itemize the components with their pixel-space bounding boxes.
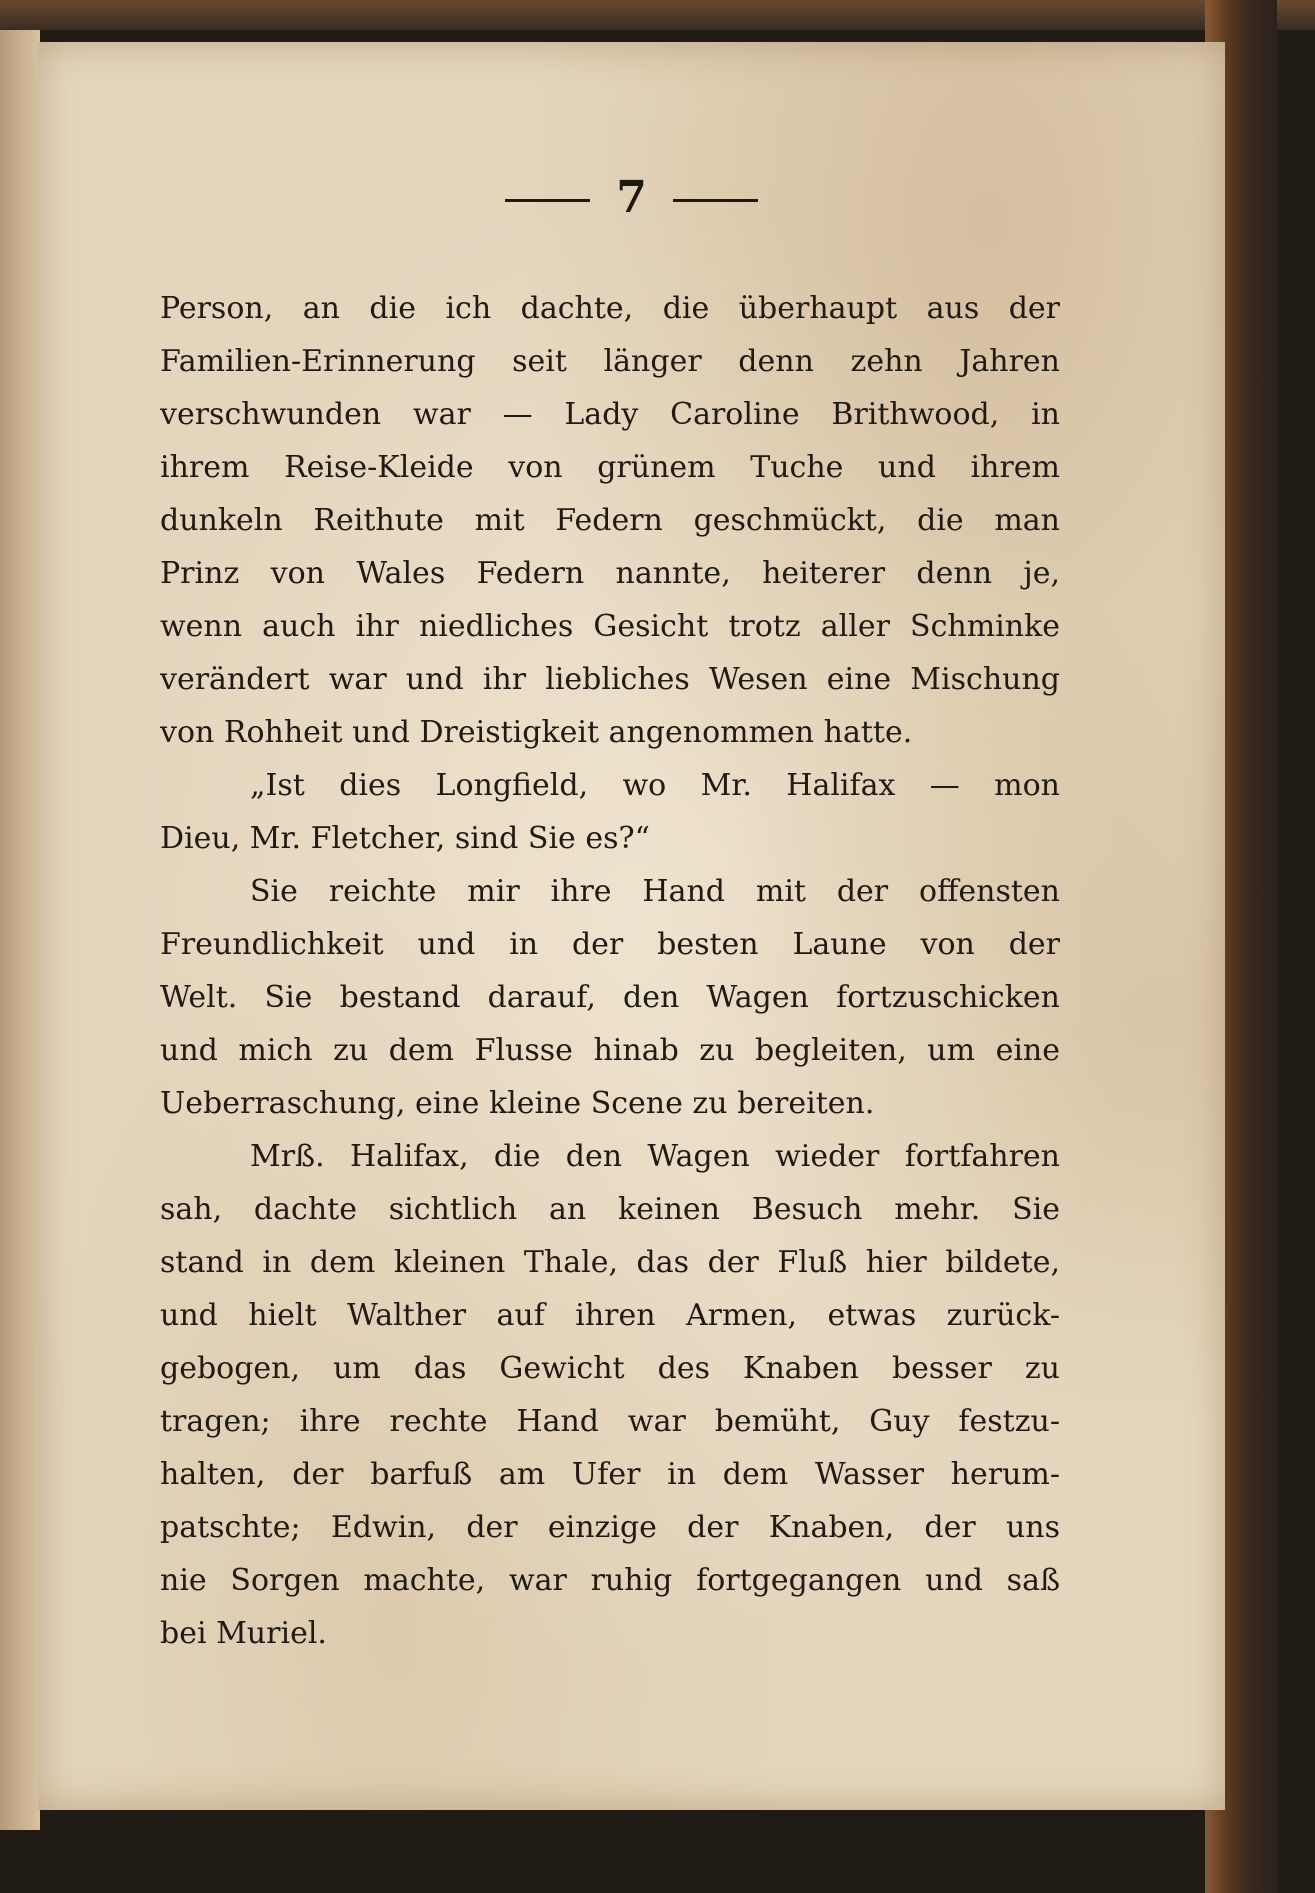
text-line: wenn auch ihr niedliches Gesicht trotz aller Schminke [160,609,1060,644]
text-line: Dieu, Mr. Fletcher, sind Sie es?“ [160,821,650,856]
text-line: stand in dem kleinen Thale, das der Fluß hier bildete, [160,1245,1060,1280]
text-line: tragen; ihre rechte Hand war bemüht, Guy festzu- [160,1404,1060,1439]
text-line: Ueberraschung, eine kleine Scene zu bereiten. [160,1086,875,1121]
header-rule-left [505,199,590,202]
text-line: und hielt Walther auf ihren Armen, etwas zurück- [160,1298,1060,1333]
text-line: sah, dachte sichtlich an keinen Besuch mehr. Sie [160,1192,1060,1227]
text-line: verschwunden war — Lady Caroline Brithwood, in [160,397,1060,432]
page-number: 7 [616,172,647,223]
text-line: und mich zu dem Flusse hinab zu begleiten, um eine [160,1033,1060,1068]
text-line: nie Sorgen machte, war ruhig fortgegangen und saß [160,1563,1060,1598]
text-line: „Ist dies Longfield, wo Mr. Halifax — mon [250,768,1060,803]
left-page-edge [0,30,40,1830]
page-header [38,172,1225,223]
header-rule-right [673,199,758,202]
text-line: Mrß. Halifax, die den Wagen wieder fortfahren [250,1139,1060,1174]
text-line: Prinz von Wales Federn nannte, heiterer denn je, [160,556,1060,591]
book-page [38,42,1225,1810]
text-line: dunkeln Reithute mit Federn geschmückt, die man [160,503,1060,538]
text-line: Welt. Sie bestand darauf, den Wagen fortzuschicken [160,980,1060,1015]
text-line: halten, der barfuß am Ufer in dem Wasser herum- [160,1457,1060,1492]
text-line: bei Muriel. [160,1616,327,1651]
text-line: Freundlichkeit und in der besten Laune von der [160,927,1060,962]
page-body-text [160,282,1060,1660]
book-cover-top [0,0,1315,30]
text-line: von Rohheit und Dreistigkeit angenommen hatte. [160,715,913,750]
text-line: ihrem Reise-Kleide von grünem Tuche und ihrem [160,450,1060,485]
text-line: patschte; Edwin, der einzige der Knaben, der uns [160,1510,1060,1545]
text-line: Sie reichte mir ihre Hand mit der offensten [250,874,1060,909]
text-line: verändert war und ihr liebliches Wesen eine Mischung [160,662,1060,697]
text-line: Person, an die ich dachte, die überhaupt aus der [160,291,1060,326]
text-line: Familien-Erinnerung seit länger denn zehn Jahren [160,344,1060,379]
text-line: gebogen, um das Gewicht des Knaben besser zu [160,1351,1060,1386]
